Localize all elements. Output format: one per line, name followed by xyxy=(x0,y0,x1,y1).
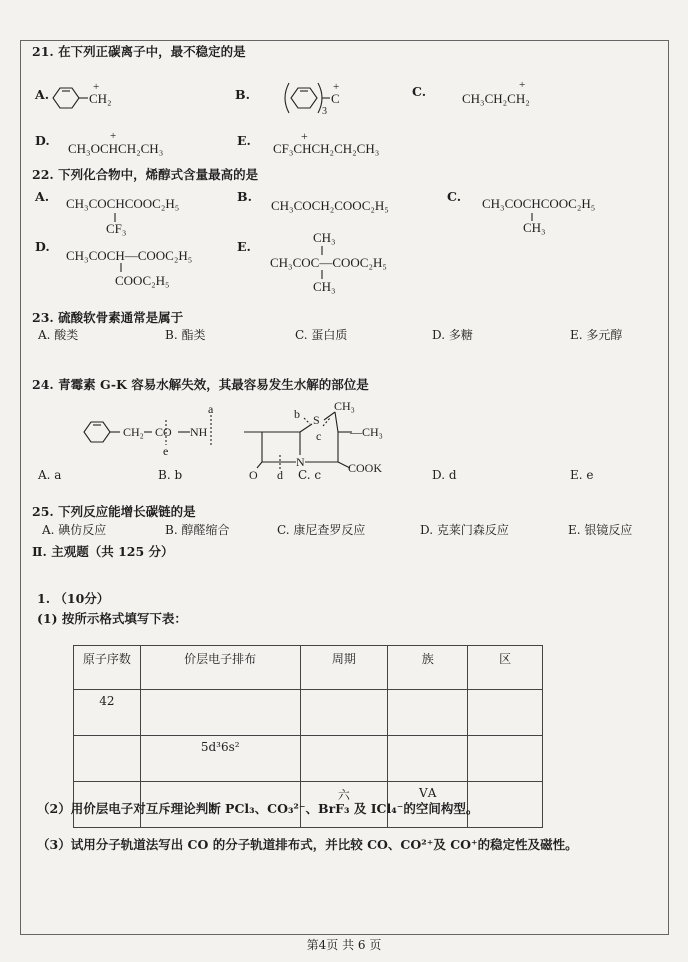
q25-option-e: E. 银镜反应 xyxy=(568,523,633,537)
table-cell: 六 xyxy=(300,782,388,828)
q22-b-formula: CH₃COCH₂COOC₂H₅ xyxy=(271,198,389,213)
q21-c-formula: CH₃CH₂CH₂ xyxy=(462,91,530,106)
q23-option-d: D. 多糖 xyxy=(432,328,473,342)
table-cell xyxy=(468,782,543,828)
problem-part2: （2）用价层电子对互斥理论判断 PCl₃、CO₃²⁻、BrF₃ 及 ICl₄⁻的空间构型。 xyxy=(37,801,479,816)
table-cell xyxy=(300,690,388,736)
section-title: Ⅱ. 主观题（共 125 分） xyxy=(32,544,174,559)
q24-option-b: B. b xyxy=(158,468,183,482)
ch3-label: —CH₃ xyxy=(350,425,383,439)
site-b: b xyxy=(294,407,300,421)
site-e: e xyxy=(163,444,169,458)
q22-e-formula: CH₃COC—COOC₂H₅ xyxy=(270,255,387,270)
q22-c-label: C. xyxy=(447,189,462,204)
co-label: CO xyxy=(155,425,172,439)
q22-a-branch: CF₃ xyxy=(106,221,127,236)
q25-option-a: A. 碘仿反应 xyxy=(42,523,107,537)
q25-option-b: B. 醇醛缩合 xyxy=(165,523,230,537)
q24-option-e: E. e xyxy=(570,468,594,482)
header-cell: 族 xyxy=(388,646,468,690)
q22-c-branch: CH₃ xyxy=(523,220,546,235)
q22-a-label: A. xyxy=(35,189,50,204)
q22-e-bottom: CH₃ xyxy=(313,279,336,294)
table-row xyxy=(74,690,543,736)
q21-d-label: D. xyxy=(35,133,50,148)
charge-plus: + xyxy=(110,130,117,142)
s-label: S xyxy=(313,413,320,427)
q23-option-b: B. 酯类 xyxy=(165,328,206,342)
q22-d-formula: CH₃COCH—COOC₂H₅ xyxy=(66,248,193,263)
problem-part3: （3）试用分子轨道法写出 CO 的分子轨道排布式，并比较 CO、CO²⁺及 CO⁺的稳定性及磁性。 xyxy=(37,837,578,852)
nh-label: NH xyxy=(190,425,208,439)
q21-a-label: A. xyxy=(35,87,50,102)
table-cell xyxy=(140,690,300,736)
q21-b-label: B. xyxy=(235,87,250,102)
ch3-label: CH₃ xyxy=(334,399,355,413)
q22-b-label: B. xyxy=(237,189,252,204)
q21-e-formula: CF₃CHCH₂CH₂CH₃ xyxy=(273,141,380,156)
table-cell: 42 xyxy=(74,690,141,736)
q21-b-count: 3 xyxy=(322,106,327,117)
charge-plus: + xyxy=(93,81,100,93)
site-a: a xyxy=(208,402,214,416)
q22-e-label: E. xyxy=(237,239,251,254)
q23-option-e: E. 多元醇 xyxy=(570,328,623,342)
q21-d-formula: CH₃OCHCH₂CH₃ xyxy=(68,141,164,156)
problem-part1: (1) 按所示格式填写下表： xyxy=(37,611,187,626)
q21-a-formula: CH₂ xyxy=(89,91,112,106)
page-number: 第4页 共 6 页 xyxy=(306,938,382,952)
q23-stem: 23. 硫酸软骨素通常是属于 xyxy=(32,310,184,325)
q24-stem: 24. 青霉素 G-K 容易水解失效，其最容易发生水解的部位是 xyxy=(32,377,369,392)
q21-e-label: E. xyxy=(237,133,251,148)
problem-title: 1. （10分） xyxy=(37,591,110,606)
table-cell xyxy=(74,736,141,782)
header-cell: 区 xyxy=(468,646,543,690)
q24-option-d: D. d xyxy=(432,468,457,482)
header-cell: 原子序数 xyxy=(74,646,141,690)
q23-option-c: C. 蛋白质 xyxy=(295,328,348,342)
table-header-row xyxy=(74,646,543,690)
cook-label: COOK xyxy=(348,461,383,475)
table-cell xyxy=(468,690,543,736)
q22-c-formula: CH₃COCHCOOC₂H₅ xyxy=(482,196,596,211)
charge-plus: + xyxy=(333,81,340,93)
q22-d-branch: COOC₂H₅ xyxy=(115,273,170,288)
q21-c-label: C. xyxy=(412,84,427,99)
table-cell xyxy=(388,690,468,736)
n-label: N xyxy=(296,455,305,469)
table-cell xyxy=(300,736,388,782)
table-cell: 5d³6s² xyxy=(140,736,300,782)
paren-left xyxy=(285,83,289,113)
q23-option-a: A. 酸类 xyxy=(38,328,79,342)
o-label: O xyxy=(249,468,258,482)
ch2-label: CH₂ xyxy=(123,425,144,439)
q22-stem: 22. 下列化合物中，烯醇式含量最高的是 xyxy=(32,167,259,182)
q25-option-d: D. 克莱门森反应 xyxy=(420,523,509,537)
site-c: c xyxy=(316,429,322,443)
header-cell: 价层电子排布 xyxy=(140,646,300,690)
charge-plus: + xyxy=(301,129,308,143)
table-cell xyxy=(468,736,543,782)
q24-option-a: A. a xyxy=(38,468,62,482)
q22-e-top: CH₃ xyxy=(313,230,336,245)
site-d: d xyxy=(277,468,283,482)
table-row xyxy=(74,736,543,782)
q21-stem: 21. 在下列正碳离子中，最不稳定的是 xyxy=(32,44,246,59)
q24-option-c: C. c xyxy=(298,468,322,482)
table-cell: ⅤA xyxy=(388,782,468,828)
header-cell: 周期 xyxy=(300,646,388,690)
table-cell xyxy=(388,736,468,782)
q22-d-label: D. xyxy=(35,239,50,254)
charge-plus: + xyxy=(519,79,526,91)
q25-stem: 25. 下列反应能增长碳链的是 xyxy=(32,504,196,519)
q25-option-c: C. 康尼查罗反应 xyxy=(277,523,366,537)
q22-a-formula: CH₃COCHCOOC₂H₅ xyxy=(66,196,180,211)
q21-b-formula: C xyxy=(331,91,340,106)
